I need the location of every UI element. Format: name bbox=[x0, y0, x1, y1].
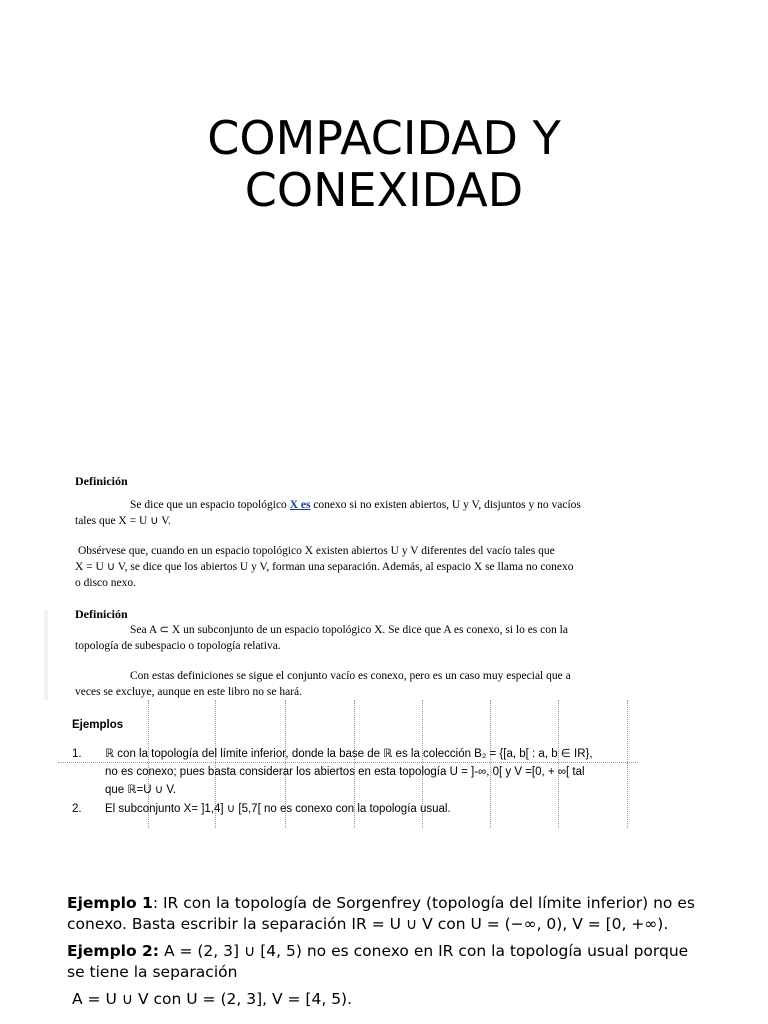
example-1-line-2: no es conexo; pues basta considerar los abiertos en esta topología U = ]-∞, 0[ y V =[0, + ∞[ tal bbox=[105, 766, 585, 778]
example-1-number: 1. bbox=[72, 748, 82, 760]
definition-1-line-2: tales que X = U ∪ V. bbox=[75, 515, 171, 527]
examples-text bbox=[67, 893, 707, 1016]
definition-2-heading: Definición bbox=[75, 607, 128, 621]
example-2-line-1: El subconjunto X= ]1,4] ∪ [5,7[ no es conexo con la topología usual. bbox=[105, 803, 451, 815]
definition-1-line-1-b: conexo si no existen abiertos, U y V, disjuntos y no vacíos bbox=[310, 499, 581, 511]
observation-line-3: o disco nexo. bbox=[75, 577, 137, 589]
definition-2-line-1: Sea A ⊂ X un subconjunto de un espacio topológico X. Se dice que A es conexo, si lo es con la bbox=[130, 624, 568, 636]
examples-box bbox=[58, 700, 638, 830]
example-2-text: A = (2, 3] ∪ [4, 5) no es conexo en IR con la topología usual porque se tiene la separación bbox=[67, 942, 689, 981]
example-2-number: 2. bbox=[72, 803, 82, 815]
grid-dotted-line bbox=[627, 700, 628, 828]
definition-2-line-2: topología de subespacio o topología relativa. bbox=[75, 640, 281, 652]
title-line-1: COMPACIDAD Y bbox=[207, 111, 561, 165]
definition-1-heading: Definición bbox=[75, 474, 128, 488]
example-1-text: : IR con la topología de Sorgenfrey (topología del límite inferior) no es conexo. Basta escribir la separación IR = U ∪ V con U = (−∞, 0), V = [0, +∞). bbox=[67, 894, 695, 933]
scanned-definitions bbox=[44, 460, 696, 700]
example-1-label: Ejemplo 1 bbox=[67, 894, 153, 912]
definition-1-underlined: X es bbox=[289, 499, 311, 511]
note-line-1: Con estas definiciones se sigue el conjunto vacío es conexo, pero es un caso muy especial que a bbox=[130, 670, 571, 682]
example-2-label: Ejemplo 2: bbox=[67, 942, 160, 960]
example-2-separation: A = U ∪ V con U = (2, 3], V = [4, 5). bbox=[72, 990, 353, 1008]
page-title bbox=[0, 112, 768, 216]
title-line-2: CONEXIDAD bbox=[244, 163, 524, 217]
grid-dotted-rule bbox=[58, 762, 638, 763]
examples-heading: Ejemplos bbox=[72, 719, 124, 731]
definition-1-line-1-a: Se dice que un espacio topológico bbox=[130, 499, 290, 511]
example-1-line-1: ℝ con la topología del límite inferior, donde la base de ℝ es la colección B₂ = {[a, b[ : a, b ∈ IR}, bbox=[105, 748, 593, 760]
note-line-2: veces se excluye, aunque en este libro no se hará. bbox=[75, 686, 303, 698]
definition-1-line-1 bbox=[130, 497, 696, 513]
observation-line-1: Obsérvese que, cuando en un espacio topológico X existen abiertos U y V diferentes del vacío tales que bbox=[78, 545, 555, 557]
scan-margin-bar bbox=[44, 610, 48, 700]
observation-line-2: X = U ∪ V, se dice que los abiertos U y V, forman una separación. Además, al espacio X se llama no conexo bbox=[75, 561, 574, 573]
example-1-line-3: que ℝ=U ∪ V. bbox=[105, 784, 177, 796]
example-1-paragraph bbox=[67, 893, 707, 935]
example-2-paragraph bbox=[67, 941, 707, 983]
